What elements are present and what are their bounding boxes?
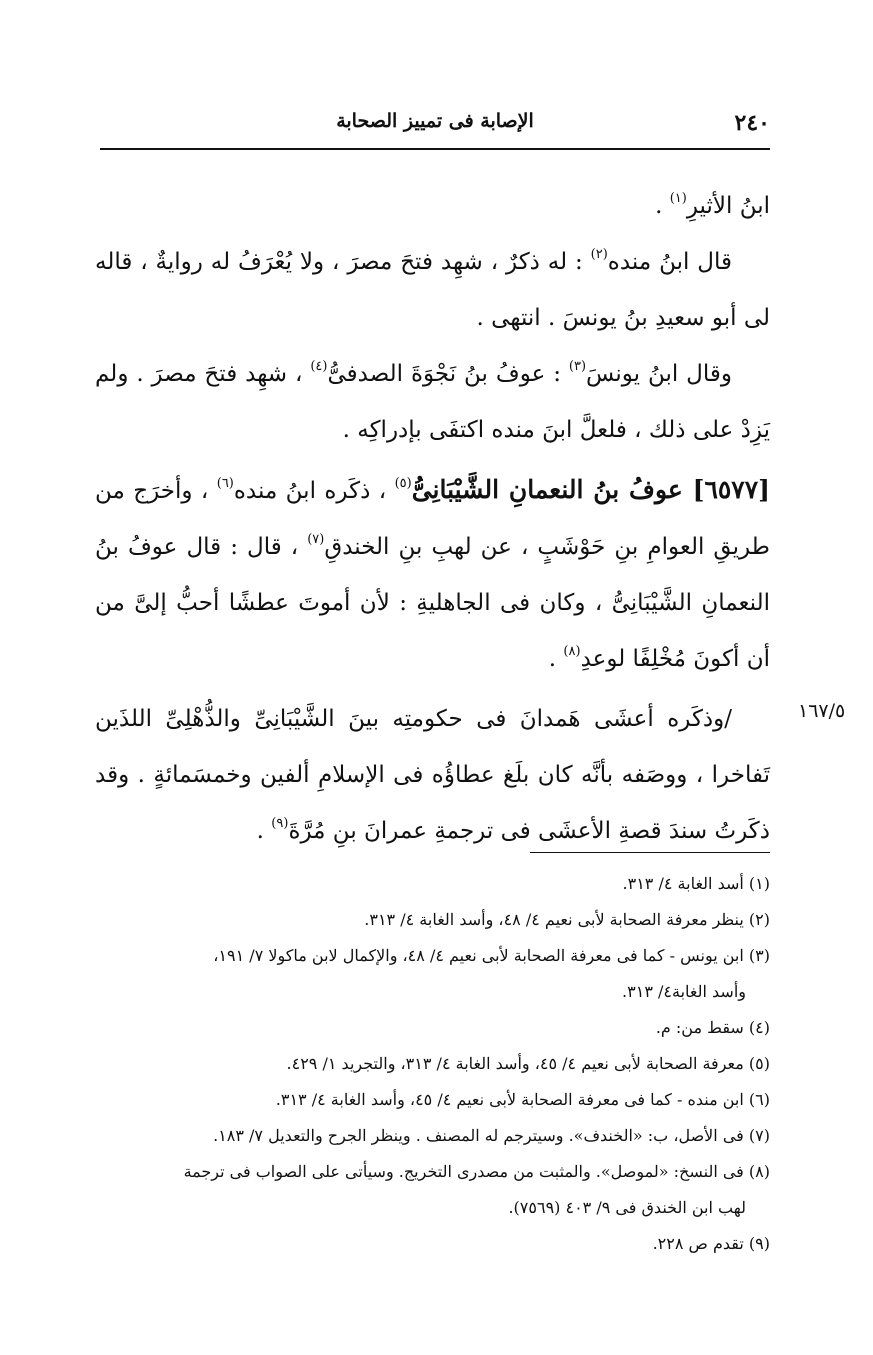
entry-heading: [٦٥٧٧] عوفُ بنُ النعمانِ الشَّيْبَانِىُّ [411, 475, 770, 504]
footnote: (١) أسد الغابة ٤/ ٣١٣. [622, 874, 770, 893]
footnotes [95, 866, 770, 1262]
paragraph-1: ابنُ الأثيرِ$^{(١)}$ . [655, 190, 770, 219]
margin-reference: ١٦٧/٥ [798, 700, 846, 722]
footnote: (٨) فى النسخ: «لموصل». والمثبت من مصدرى التخريج. وسيأتى على الصواب فى ترجمة [183, 1162, 770, 1181]
footnote-ref: (٧) [307, 531, 325, 547]
footnote: (٩) تقدم ص ٢٢٨. [652, 1234, 770, 1253]
footnote: (٧) فى الأصل، ب: «الخندف». وسيترجم له المصنف . وينظر الجرح والتعديل ٧/ ١٨٣. [213, 1126, 770, 1145]
footnote-ref: (٣) [568, 358, 587, 374]
entry-paragraph: [٦٥٧٧] عوفُ بنُ النعمانِ الشَّيْبَانِىُّ$^{(٥)}$ ، ذكَره ابنُ منده$^{(٦)}$ ، وأخرَج من طريقِ العوامِ بنِ حَوْشَبٍ ، عن لهبِ بنِ الخندقِ$^{(٧)}$ ، قال : قال عوفُ بنُ النعمانِ الشَّيْبَانِىُّ ، وكان فى الجاهليةِ : لأن أموتَ عطشًا أحبُّ إلىَّ من أن أكونَ مُخْلِفًا لوعدِ$^{(٨)}$ . [95, 475, 770, 672]
footnote-rule [530, 852, 770, 853]
footnote-ref: (٢) [590, 246, 608, 262]
page-header [100, 104, 770, 144]
footnote: (٣) ابن يونس - كما فى معرفة الصحابة لأبى نعيم ٤/ ٤٨، والإكمال لابن ماكولا ٧/ ١٩١، [213, 946, 770, 965]
footnote: (٤) سقط من: م. [655, 1018, 770, 1037]
footnote-ref: (٨) [563, 643, 581, 659]
footnote-ref: (١) [669, 190, 687, 206]
running-title: الإصابة فى تمييز الصحابة [336, 110, 534, 132]
footnote: (٢) ينظر معرفة الصحابة لأبى نعيم ٤/ ٤٨، وأسد الغابة ٤/ ٣١٣. [364, 910, 770, 929]
footnote-continuation: لهب ابن الخندق فى ٩/ ٤٠٣ (٧٥٦٩). [508, 1198, 746, 1217]
footnote: (٦) ابن منده - كما فى معرفة الصحابة لأبى نعيم ٤/ ٤٥، وأسد الغابة ٤/ ٣١٣. [275, 1090, 770, 1109]
footnote-ref: (٩) [271, 815, 289, 831]
footnote-ref: (٤) [310, 358, 328, 374]
footnote-ref: (٦) [216, 475, 234, 491]
footnote-continuation: وأسد الغابة٤/ ٣١٣. [622, 982, 746, 1001]
paragraph-5: /وذكَره أعشَى هَمدانَ فى حكومتِه بينَ الشَّيْبَانِىِّ والذُّهْلِىِّ اللذَين تَفاخرا ، ووصَفه بأنَّه كان بلَغ عطاؤُه فى الإسلامِ ألفين وخمسَمائةٍ . وقد ذكَرتُ سندَ قصةِ الأعشَى فى ترجمةِ عمرانَ بنِ مُرَّةَ$^{(٩)}$ . [95, 706, 770, 844]
footnote-ref: (٥) [394, 475, 412, 491]
page-number: ٢٤٠ [734, 110, 770, 136]
paragraph-3: وقال ابنُ يونسَ$^{(٣)}$ : عوفُ بنُ نَجْوَةَ الصدفىُّ$^{(٤)}$ ، شهِد فتحَ مصرَ . ولم يَزِدْ على ذلك ، فلعلَّ ابنَ منده اكتفَى بإدراكِه . [95, 358, 770, 443]
paragraph-2: قال ابنُ منده$^{(٢)}$ : له ذكرٌ ، شهِد فتحَ مصرَ ، ولا يُعْرَفُ له روايةٌ ، قاله لى أبو سعيدِ بنُ يونسَ . انتهى . [95, 246, 770, 331]
footnote: (٥) معرفة الصحابة لأبى نعيم ٤/ ٤٥، وأسد الغابة ٤/ ٣١٣، والتجريد ١/ ٤٢٩. [286, 1054, 770, 1073]
main-text [95, 178, 770, 859]
header-rule [100, 148, 770, 150]
